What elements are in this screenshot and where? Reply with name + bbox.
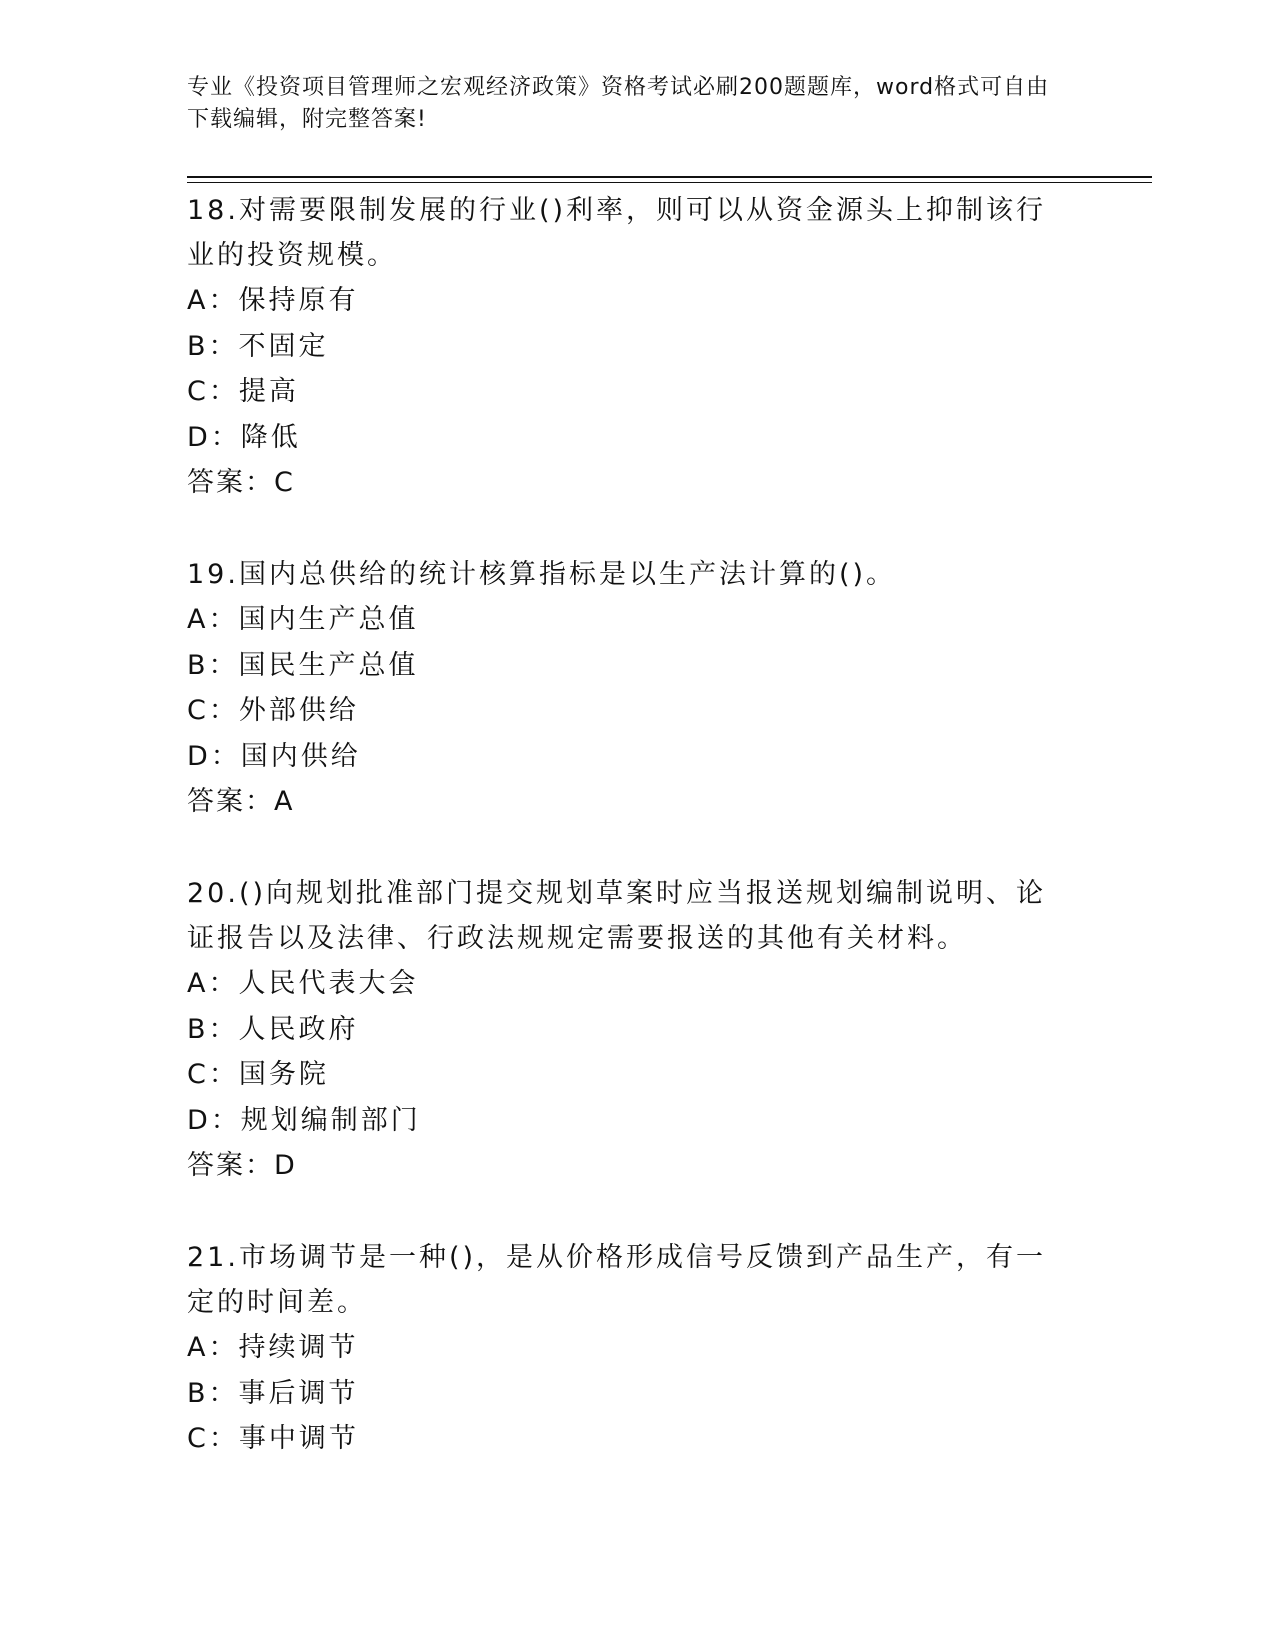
option-b: B：人民政府 — [187, 1013, 359, 1045]
header-divider-thick — [187, 176, 1152, 178]
question-list — [187, 188, 1087, 1508]
option-c: C：事中调节 — [187, 1423, 359, 1454]
option-a: A：国内生产总值 — [187, 604, 419, 635]
option-b: B：国民生产总值 — [187, 649, 419, 681]
question-21 — [187, 1235, 1087, 1462]
option-c: C：国务院 — [187, 1059, 329, 1090]
question-stem: 20.()向规划批准部门提交规划草案时应当报送规划编制说明、论证报告以及法律、行政法规规定需要报送的其他有关材料。 — [187, 878, 1047, 954]
document-header: 专业《投资项目管理师之宏观经济政策》资格考试必刷200题题库，word格式可自由下载编辑，附完整答案! — [187, 75, 1050, 132]
answer: 答案：C — [187, 467, 295, 498]
header-divider-thin — [187, 182, 1152, 183]
option-d: D：降低 — [187, 421, 301, 453]
question-20 — [187, 871, 1087, 1189]
option-b: B：不固定 — [187, 330, 329, 362]
option-c: C：外部供给 — [187, 695, 359, 726]
option-a: A：人民代表大会 — [187, 968, 419, 999]
question-18 — [187, 188, 1087, 506]
answer: 答案：A — [187, 786, 295, 817]
option-a: A：保持原有 — [187, 285, 359, 316]
option-d: D：国内供给 — [187, 740, 361, 772]
option-a: A：持续调节 — [187, 1332, 359, 1363]
option-d: D：规划编制部门 — [187, 1104, 421, 1136]
option-b: B：事后调节 — [187, 1377, 359, 1409]
question-stem: 18.对需要限制发展的行业()利率，则可以从资金源头上抑制该行业的投资规模。 — [187, 195, 1047, 271]
option-c: C：提高 — [187, 376, 299, 407]
question-stem: 21.市场调节是一种()，是从价格形成信号反馈到产品生产，有一定的时间差。 — [187, 1242, 1047, 1318]
answer: 答案：D — [187, 1150, 297, 1181]
question-stem: 19.国内总供给的统计核算指标是以生产法计算的()。 — [187, 559, 897, 590]
question-19 — [187, 552, 1087, 825]
